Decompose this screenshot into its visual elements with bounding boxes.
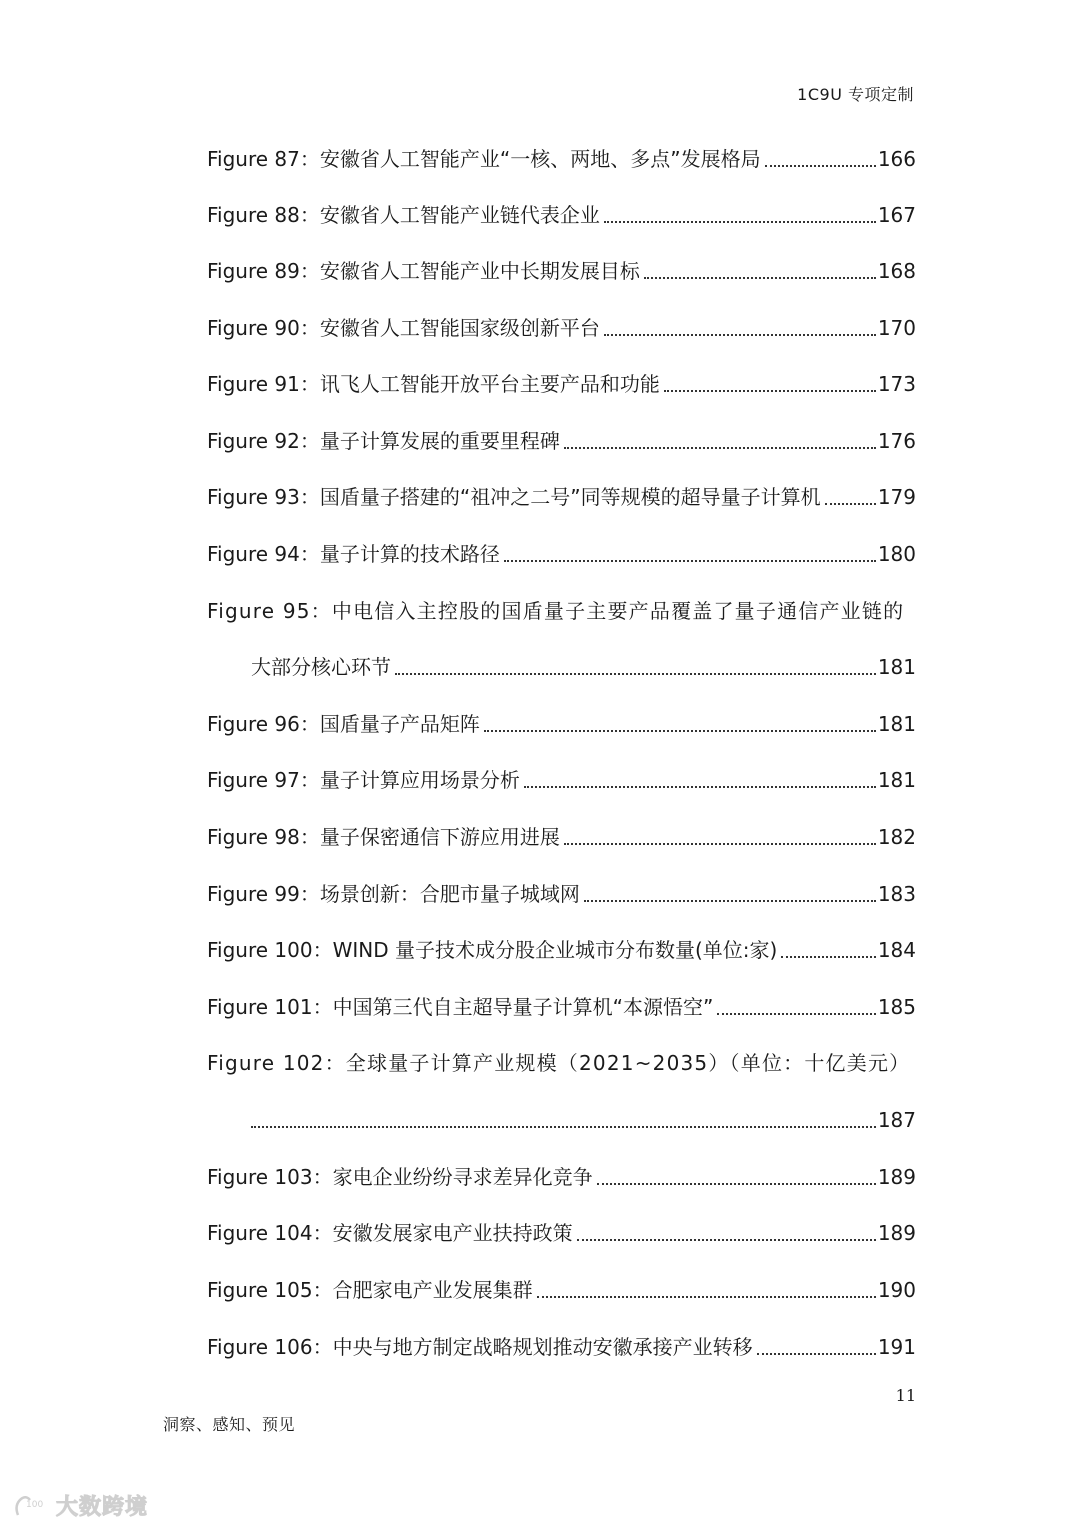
toc-entry-label: Figure 104：安徽发展家电产业扶持政策	[207, 1221, 573, 1245]
dashuju-logo-icon	[12, 1491, 52, 1521]
dot-leader	[604, 221, 876, 223]
toc-entry-label: Figure 88：安徽省人工智能产业链代表企业	[207, 203, 600, 227]
toc-entry-label: Figure 91：讯飞人工智能开放平台主要产品和功能	[207, 372, 660, 396]
page-number: 11	[895, 1386, 916, 1405]
toc-entry[interactable]	[207, 426, 916, 456]
toc-entry[interactable]	[207, 822, 916, 852]
toc-entry-label: Figure 92：量子计算发展的重要里程碑	[207, 429, 560, 453]
dot-leader	[584, 900, 876, 902]
footer-slogan: 洞察、感知、预见	[163, 1415, 296, 1434]
dot-leader	[524, 786, 876, 788]
toc-entry-label: Figure 89：安徽省人工智能产业中长期发展目标	[207, 259, 640, 283]
dot-leader	[251, 1126, 876, 1128]
toc-entry-page: 189	[877, 1165, 916, 1189]
toc-entry[interactable]	[207, 144, 916, 174]
dot-leader	[717, 1013, 875, 1015]
toc-entry[interactable]	[207, 313, 916, 343]
toc-entry-label: Figure 94：量子计算的技术路径	[207, 542, 500, 566]
toc-entry-page: 168	[877, 259, 916, 283]
toc-entry[interactable]	[207, 1048, 916, 1078]
toc-entry-label: Figure 105：合肥家电产业发展集群	[207, 1278, 533, 1302]
toc-entry[interactable]	[207, 369, 916, 399]
toc-entry[interactable]	[207, 1162, 916, 1192]
toc-entry-page: 166	[877, 147, 916, 171]
toc-entry[interactable]	[207, 992, 916, 1022]
dot-leader	[781, 956, 875, 958]
toc-entry-page: 190	[877, 1278, 916, 1302]
toc-entry-label: Figure 93：国盾量子搭建的“祖冲之二号”同等规模的超导量子计算机	[207, 485, 821, 509]
dot-leader	[504, 560, 876, 562]
toc-entry-label: Figure 100：WIND 量子技术成分股企业城市分布数量(单位:家)	[207, 938, 778, 962]
toc-entry[interactable]	[207, 1218, 916, 1248]
toc-entry-label: Figure 87：安徽省人工智能产业“一核、两地、多点”发展格局	[207, 147, 761, 171]
toc-entry-page: 182	[877, 825, 916, 849]
watermark	[12, 1490, 148, 1521]
dot-leader	[564, 843, 876, 845]
toc-entry-page: 176	[877, 429, 916, 453]
dot-leader	[757, 1353, 876, 1355]
toc-entry-page: 170	[877, 316, 916, 340]
dot-leader	[597, 1183, 876, 1185]
svg-text:100: 100	[26, 1499, 44, 1510]
toc-entry-label: 大部分核心环节	[251, 655, 391, 679]
toc-entry[interactable]	[207, 1275, 916, 1305]
toc-entry-page: 191	[877, 1335, 916, 1359]
toc-entry[interactable]	[207, 539, 916, 569]
toc-entry-page: 189	[877, 1221, 916, 1245]
toc-entry-label: Figure 106：中央与地方制定战略规划推动安徽承接产业转移	[207, 1335, 753, 1359]
toc-entry-continuation[interactable]	[251, 1105, 916, 1135]
toc-entry[interactable]	[207, 1332, 916, 1362]
toc-entry-page: 179	[877, 485, 916, 509]
dot-leader	[395, 673, 876, 675]
toc-entry-page: 184	[877, 938, 916, 962]
toc-entry[interactable]	[207, 256, 916, 286]
toc-entry-page: 181	[877, 712, 916, 736]
dot-leader	[644, 277, 876, 279]
toc-entry[interactable]	[207, 879, 916, 909]
toc-entry-continuation[interactable]	[251, 652, 916, 682]
toc-entry-label: Figure 101：中国第三代自主超导量子计算机“本源悟空”	[207, 995, 714, 1019]
toc-entry-label: Figure 96：国盾量子产品矩阵	[207, 712, 480, 736]
watermark-text: 大数跨境	[56, 1495, 149, 1520]
toc-entry-label: Figure 102：全球量子计算产业规模（2021~2035）（单位：十亿美元）	[207, 1051, 911, 1075]
toc-entry-page: 181	[877, 655, 916, 679]
toc-entry-page: 167	[877, 203, 916, 227]
toc-entry-label: Figure 95：中电信入主控股的国盾量子主要产品覆盖了量子通信产业链的	[207, 599, 905, 623]
toc-entry-label: Figure 99：场景创新：合肥市量子城域网	[207, 882, 580, 906]
dot-leader	[564, 447, 876, 449]
dot-leader	[604, 334, 876, 336]
dot-leader	[484, 730, 876, 732]
toc-entry-label: Figure 90：安徽省人工智能国家级创新平台	[207, 316, 600, 340]
toc-entry-label: Figure 103：家电企业纷纷寻求差异化竞争	[207, 1165, 593, 1189]
toc-entry[interactable]	[207, 482, 916, 512]
toc-entry-page: 187	[877, 1108, 916, 1132]
toc-entry[interactable]	[207, 765, 916, 795]
toc-entry-page: 183	[877, 882, 916, 906]
toc-entry[interactable]	[207, 200, 916, 230]
toc-entry-label: Figure 97：量子计算应用场景分析	[207, 768, 520, 792]
toc-entry[interactable]	[207, 709, 916, 739]
toc-entry-page: 185	[877, 995, 916, 1019]
page-header: 1C9U 专项定制	[797, 85, 914, 104]
dot-leader	[825, 503, 876, 505]
dot-leader	[577, 1239, 876, 1241]
toc-entry-page: 181	[877, 768, 916, 792]
dot-leader	[664, 390, 876, 392]
toc-entry[interactable]	[207, 935, 916, 965]
dot-leader	[537, 1296, 876, 1298]
toc-entry-label: Figure 98：量子保密通信下游应用进展	[207, 825, 560, 849]
toc-entry-page: 173	[877, 372, 916, 396]
dot-leader	[765, 165, 876, 167]
toc-entry[interactable]	[207, 596, 916, 626]
toc-entry-page: 180	[877, 542, 916, 566]
